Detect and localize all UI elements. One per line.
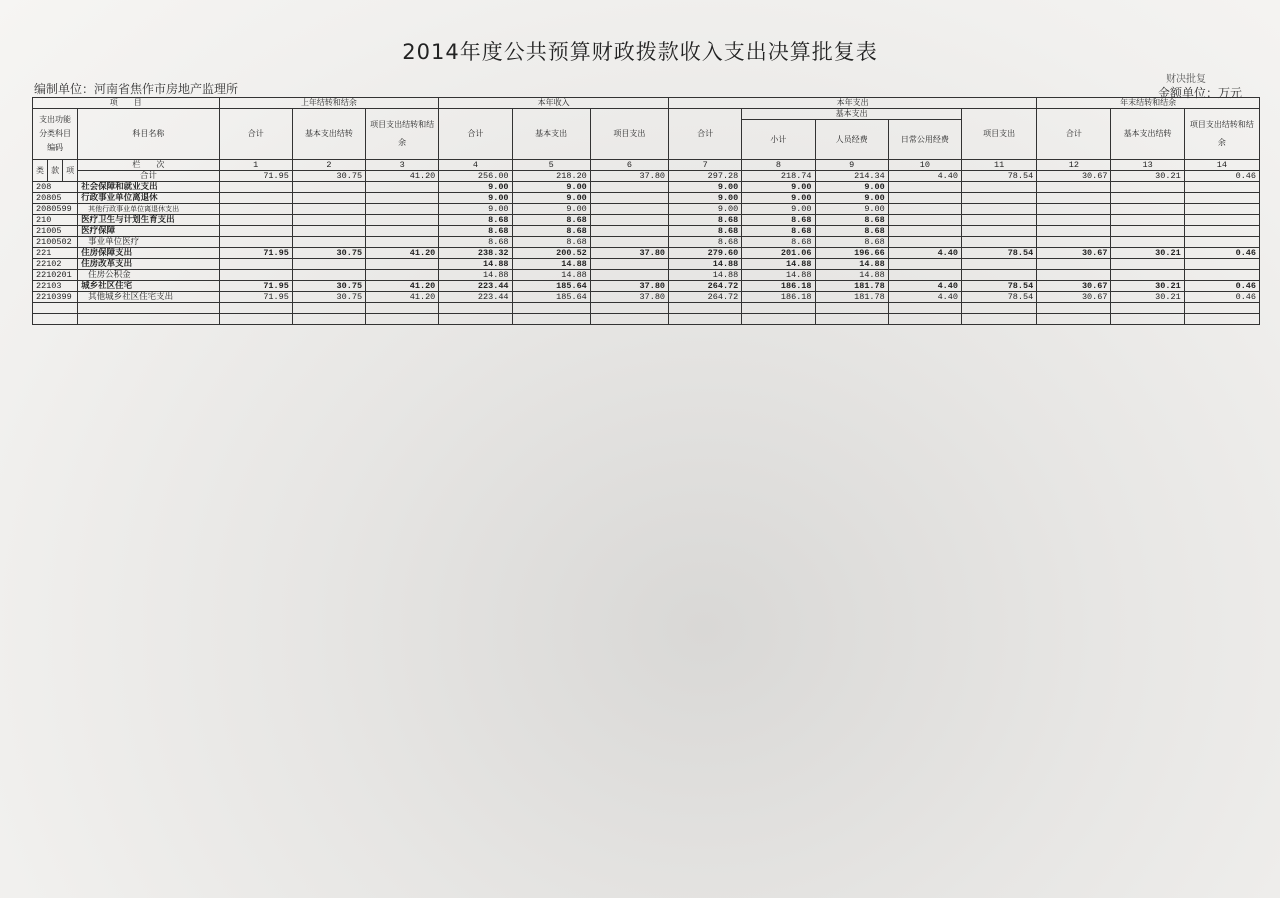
empty-cell: [590, 303, 668, 314]
row-value: 30.67: [1037, 292, 1111, 303]
total-cell: 4.40: [888, 171, 961, 182]
row-value: 14.88: [669, 259, 742, 270]
col-number: 7: [669, 160, 742, 171]
header-expense-total: 合计: [669, 109, 742, 160]
empty-cell: [292, 314, 365, 325]
header-prev-project: 项目支出结转和结余: [366, 109, 439, 160]
row-value: 78.54: [961, 248, 1036, 259]
row-code: 2210399: [33, 292, 78, 303]
empty-cell: [742, 314, 815, 325]
row-value: [961, 259, 1036, 270]
row-value: 9.00: [439, 182, 512, 193]
total-cell: 30.21: [1111, 171, 1184, 182]
row-subject-name: 医疗卫生与计划生育支出: [78, 215, 219, 226]
row-value: [1184, 226, 1259, 237]
row-subject-name: 医疗保障: [78, 226, 219, 237]
row-value: 37.80: [590, 248, 668, 259]
row-value: [1037, 237, 1111, 248]
row-value: 9.00: [669, 204, 742, 215]
row-value: [961, 237, 1036, 248]
header-lanci: 栏 次: [78, 160, 219, 171]
header-kuan: 款: [48, 160, 63, 182]
row-value: 71.95: [219, 248, 292, 259]
empty-cell: [888, 314, 961, 325]
row-value: [366, 215, 439, 226]
empty-cell: [439, 314, 512, 325]
empty-cell: [1111, 303, 1184, 314]
row-value: [219, 215, 292, 226]
empty-cell: [961, 314, 1036, 325]
row-value: [888, 237, 961, 248]
row-value: [292, 259, 365, 270]
empty-cell: [961, 303, 1036, 314]
page-title: 2014年度公共预算财政拨款收入支出决算批复表: [402, 40, 878, 64]
empty-cell: [292, 303, 365, 314]
empty-cell: [219, 314, 292, 325]
row-value: 185.64: [512, 292, 590, 303]
row-value: [292, 215, 365, 226]
row-value: [292, 182, 365, 193]
empty-cell: [1037, 303, 1111, 314]
row-value: 8.68: [512, 226, 590, 237]
empty-cell: [512, 314, 590, 325]
table-row: [33, 226, 1260, 237]
row-value: [961, 182, 1036, 193]
row-value: [888, 193, 961, 204]
row-subject-name: 其他行政事业单位离退休支出: [78, 204, 219, 215]
row-value: 264.72: [669, 292, 742, 303]
row-value: 8.68: [815, 237, 888, 248]
total-cell: 30.75: [292, 171, 365, 182]
empty-cell: [888, 303, 961, 314]
row-value: [1111, 182, 1184, 193]
row-value: 8.68: [439, 215, 512, 226]
row-value: 185.64: [512, 281, 590, 292]
row-value: [366, 237, 439, 248]
table-row: [33, 270, 1260, 281]
row-value: [292, 204, 365, 215]
row-value: [888, 226, 961, 237]
row-value: [1184, 182, 1259, 193]
row-value: [366, 259, 439, 270]
row-value: 9.00: [669, 193, 742, 204]
row-value: 264.72: [669, 281, 742, 292]
col-number: 6: [590, 160, 668, 171]
total-cell: 214.34: [815, 171, 888, 182]
col-number: 8: [742, 160, 815, 171]
row-value: [888, 215, 961, 226]
row-value: 8.68: [742, 215, 815, 226]
empty-cell: [439, 303, 512, 314]
row-value: 14.88: [742, 259, 815, 270]
header-lei: 类: [33, 160, 48, 182]
row-value: 78.54: [961, 281, 1036, 292]
table-row: [33, 292, 1260, 303]
total-cell: 218.74: [742, 171, 815, 182]
empty-cell: [1184, 303, 1259, 314]
row-value: 30.21: [1111, 281, 1184, 292]
total-cell: 256.00: [439, 171, 512, 182]
row-value: [366, 204, 439, 215]
empty-cell: [78, 303, 219, 314]
row-value: [1111, 215, 1184, 226]
row-value: 14.88: [742, 270, 815, 281]
col-number: 14: [1184, 160, 1259, 171]
row-value: 8.68: [512, 215, 590, 226]
row-value: 9.00: [742, 193, 815, 204]
total-cell: 37.80: [590, 171, 668, 182]
empty-cell: [33, 303, 78, 314]
row-value: 201.06: [742, 248, 815, 259]
row-value: 41.20: [366, 292, 439, 303]
row-value: [888, 204, 961, 215]
row-value: 14.88: [512, 259, 590, 270]
row-value: 30.75: [292, 292, 365, 303]
row-value: [1111, 226, 1184, 237]
row-code: 2080599: [33, 204, 78, 215]
amount-unit: 金额单位：万元: [1158, 86, 1243, 100]
row-value: 9.00: [512, 204, 590, 215]
header-basic-expense: 基本支出: [742, 109, 962, 120]
row-value: [1184, 204, 1259, 215]
empty-cell: [669, 314, 742, 325]
row-value: 200.52: [512, 248, 590, 259]
row-value: [366, 182, 439, 193]
row-value: [1111, 204, 1184, 215]
row-value: 181.78: [815, 292, 888, 303]
empty-row: [33, 303, 1260, 314]
row-value: [219, 226, 292, 237]
row-value: 4.40: [888, 281, 961, 292]
row-code: 21005: [33, 226, 78, 237]
row-value: 238.32: [439, 248, 512, 259]
header-item: 项 目: [33, 98, 220, 109]
row-value: [1037, 193, 1111, 204]
row-code: 208: [33, 182, 78, 193]
row-value: [1184, 237, 1259, 248]
header-row-1: [33, 98, 1260, 109]
row-value: [961, 193, 1036, 204]
row-value: [888, 259, 961, 270]
row-value: 14.88: [512, 270, 590, 281]
table-row: [33, 204, 1260, 215]
total-cell: 78.54: [961, 171, 1036, 182]
row-value: [1111, 270, 1184, 281]
row-value: [1111, 259, 1184, 270]
row-value: 9.00: [439, 193, 512, 204]
row-value: 9.00: [815, 204, 888, 215]
row-value: [292, 193, 365, 204]
header-prev-basic: 基本支出结转: [292, 109, 365, 160]
row-value: [961, 204, 1036, 215]
total-row: [33, 171, 1260, 182]
row-value: [888, 182, 961, 193]
header-row-2: [33, 109, 1260, 120]
row-code: 2210201: [33, 270, 78, 281]
row-value: 8.68: [669, 237, 742, 248]
empty-cell: [219, 303, 292, 314]
row-value: 8.68: [815, 226, 888, 237]
row-value: 14.88: [439, 270, 512, 281]
row-value: 9.00: [512, 193, 590, 204]
row-value: 37.80: [590, 292, 668, 303]
row-value: [292, 226, 365, 237]
row-value: [1037, 182, 1111, 193]
total-cell: 41.20: [366, 171, 439, 182]
col-number: 4: [439, 160, 512, 171]
row-value: [961, 215, 1036, 226]
row-value: 9.00: [815, 193, 888, 204]
row-value: [1037, 259, 1111, 270]
compiling-unit: 编制单位：河南省焦作市房地产监理所: [34, 82, 239, 96]
header-income: 本年收入: [439, 98, 669, 109]
header-income-basic: 基本支出: [512, 109, 590, 160]
row-value: 8.68: [439, 226, 512, 237]
empty-cell: [78, 314, 219, 325]
row-code: 221: [33, 248, 78, 259]
row-value: [219, 270, 292, 281]
header-income-total: 合计: [439, 109, 512, 160]
row-value: [1184, 193, 1259, 204]
col-number: 11: [961, 160, 1036, 171]
empty-cell: [512, 303, 590, 314]
total-label: 合计: [78, 171, 219, 182]
row-value: 30.21: [1111, 248, 1184, 259]
row-value: 8.68: [815, 215, 888, 226]
row-value: [1184, 215, 1259, 226]
row-value: 0.46: [1184, 281, 1259, 292]
row-value: 196.66: [815, 248, 888, 259]
row-code: 2100502: [33, 237, 78, 248]
row-value: [219, 193, 292, 204]
row-code: 22102: [33, 259, 78, 270]
header-end-project: 项目支出结转和结余: [1184, 109, 1259, 160]
row-value: [366, 226, 439, 237]
row-value: [590, 259, 668, 270]
col-number: 1: [219, 160, 292, 171]
row-value: [590, 182, 668, 193]
row-value: 30.75: [292, 281, 365, 292]
row-value: [590, 215, 668, 226]
empty-cell: [669, 303, 742, 314]
table-row: [33, 259, 1260, 270]
row-value: 223.44: [439, 281, 512, 292]
header-end-total: 合计: [1037, 109, 1111, 160]
row-value: [1037, 204, 1111, 215]
row-value: 41.20: [366, 281, 439, 292]
col-number: 12: [1037, 160, 1111, 171]
row-value: [219, 204, 292, 215]
row-value: [219, 182, 292, 193]
budget-table: [32, 97, 1260, 325]
empty-cell: [366, 303, 439, 314]
header-personnel: 人员经费: [815, 120, 888, 160]
row-value: [888, 270, 961, 281]
row-code: 210: [33, 215, 78, 226]
total-cell: 218.20: [512, 171, 590, 182]
header-col-numbers: [33, 160, 1260, 171]
table-row: [33, 248, 1260, 259]
empty-cell: [742, 303, 815, 314]
row-value: 30.67: [1037, 248, 1111, 259]
header-end-basic: 基本支出结转: [1111, 109, 1184, 160]
header-code: 支出功能分类科目编码: [33, 109, 78, 160]
row-value: [590, 237, 668, 248]
row-value: [1184, 259, 1259, 270]
row-value: [1037, 226, 1111, 237]
empty-cell: [815, 314, 888, 325]
row-value: 78.54: [961, 292, 1036, 303]
col-number: 3: [366, 160, 439, 171]
row-value: [292, 270, 365, 281]
row-value: 8.68: [512, 237, 590, 248]
col-number: 9: [815, 160, 888, 171]
table-row: [33, 182, 1260, 193]
row-value: 4.40: [888, 248, 961, 259]
empty-row: [33, 314, 1260, 325]
header-subject-name: 科目名称: [78, 109, 219, 160]
row-value: 30.67: [1037, 281, 1111, 292]
stamp-text: 财决批复: [1166, 74, 1206, 85]
col-number: 5: [512, 160, 590, 171]
empty-cell: [1184, 314, 1259, 325]
total-cell: 30.67: [1037, 171, 1111, 182]
table-row: [33, 215, 1260, 226]
row-subject-name: 城乡社区住宅: [78, 281, 219, 292]
total-cell: 71.95: [219, 171, 292, 182]
row-value: [590, 270, 668, 281]
row-value: 9.00: [439, 204, 512, 215]
row-value: 71.95: [219, 292, 292, 303]
header-prev-balance: 上年结转和结余: [219, 98, 439, 109]
row-value: 9.00: [742, 182, 815, 193]
row-subject-name: 住房改革支出: [78, 259, 219, 270]
row-value: [219, 237, 292, 248]
header-subtotal: 小计: [742, 120, 815, 160]
row-value: 4.40: [888, 292, 961, 303]
row-value: [292, 237, 365, 248]
row-value: [1111, 237, 1184, 248]
row-value: 41.20: [366, 248, 439, 259]
row-value: 186.18: [742, 292, 815, 303]
row-value: 37.80: [590, 281, 668, 292]
row-value: [590, 226, 668, 237]
row-value: [590, 193, 668, 204]
row-code: 22103: [33, 281, 78, 292]
row-subject-name: 住房保障支出: [78, 248, 219, 259]
row-value: 14.88: [439, 259, 512, 270]
row-value: [1184, 270, 1259, 281]
empty-cell: [815, 303, 888, 314]
row-subject-name: 其他城乡社区住宅支出: [78, 292, 219, 303]
header-expense-project: 项目支出: [961, 109, 1036, 160]
row-value: [1037, 215, 1111, 226]
row-value: 14.88: [669, 270, 742, 281]
row-value: 186.18: [742, 281, 815, 292]
table-row: [33, 193, 1260, 204]
row-value: 30.21: [1111, 292, 1184, 303]
row-value: 9.00: [669, 182, 742, 193]
row-value: 14.88: [815, 270, 888, 281]
row-value: [961, 226, 1036, 237]
row-value: 9.00: [742, 204, 815, 215]
table-row: [33, 237, 1260, 248]
row-value: 14.88: [815, 259, 888, 270]
row-value: 181.78: [815, 281, 888, 292]
row-value: [219, 259, 292, 270]
total-cell: 0.46: [1184, 171, 1259, 182]
empty-cell: [1037, 314, 1111, 325]
row-value: [1111, 193, 1184, 204]
header-expense: 本年支出: [669, 98, 1037, 109]
row-value: 8.68: [439, 237, 512, 248]
row-value: 9.00: [815, 182, 888, 193]
header-end-balance: 年末结转和结余: [1037, 98, 1260, 109]
row-value: 0.46: [1184, 292, 1259, 303]
col-number: 13: [1111, 160, 1184, 171]
header-public-use: 日常公用经费: [888, 120, 961, 160]
row-subject-name: 住房公积金: [78, 270, 219, 281]
row-value: 8.68: [742, 237, 815, 248]
row-value: 279.60: [669, 248, 742, 259]
row-subject-name: 社会保障和就业支出: [78, 182, 219, 193]
row-value: 71.95: [219, 281, 292, 292]
col-number: 10: [888, 160, 961, 171]
empty-cell: [33, 314, 78, 325]
row-code: 20805: [33, 193, 78, 204]
row-value: [366, 270, 439, 281]
row-value: 30.75: [292, 248, 365, 259]
row-value: 8.68: [669, 215, 742, 226]
col-number: 2: [292, 160, 365, 171]
row-value: 223.44: [439, 292, 512, 303]
header-income-project: 项目支出: [590, 109, 668, 160]
row-value: 0.46: [1184, 248, 1259, 259]
empty-cell: [590, 314, 668, 325]
row-value: 8.68: [669, 226, 742, 237]
row-value: [1037, 270, 1111, 281]
row-value: [366, 193, 439, 204]
row-value: 9.00: [512, 182, 590, 193]
empty-cell: [1111, 314, 1184, 325]
table-row: [33, 281, 1260, 292]
row-subject-name: 行政事业单位离退休: [78, 193, 219, 204]
row-subject-name: 事业单位医疗: [78, 237, 219, 248]
row-value: [590, 204, 668, 215]
empty-cell: [366, 314, 439, 325]
header-xiang: 项: [63, 160, 78, 182]
header-prev-total: 合计: [219, 109, 292, 160]
row-value: [961, 270, 1036, 281]
row-value: 8.68: [742, 226, 815, 237]
total-cell: 297.28: [669, 171, 742, 182]
